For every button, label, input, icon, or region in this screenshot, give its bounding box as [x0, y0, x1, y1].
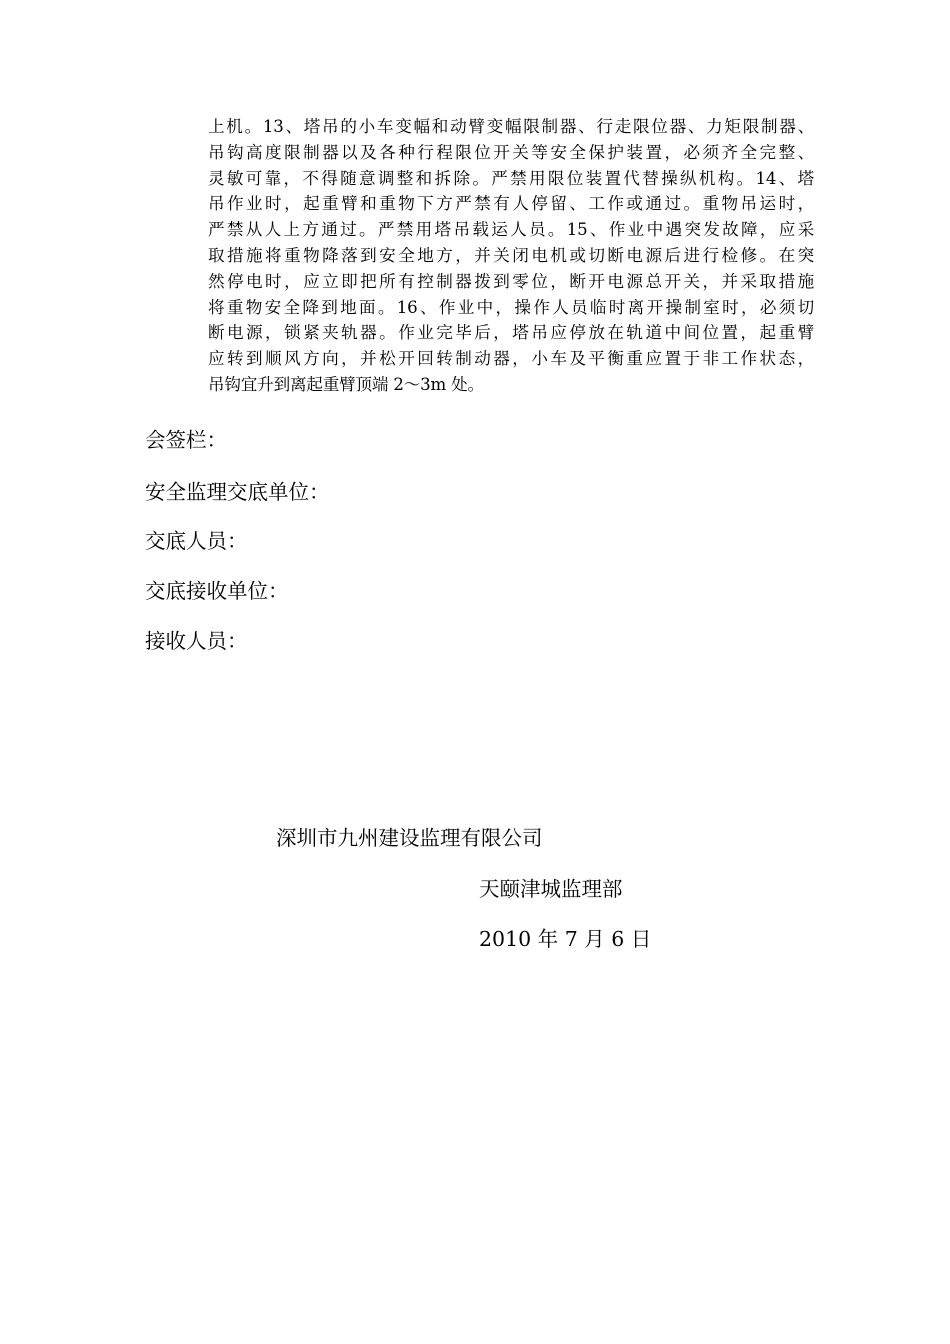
receiver-label: 接收人员： [145, 629, 248, 653]
paragraph-line: 断电源，锁紧夹轨器。作业完毕后，塔吊应停放在轨道中间位置，起重臂 [208, 323, 814, 343]
paragraph-line: 将重物安全降到地面。16、作业中，操作人员临时离开操制室时，必须切 [208, 297, 814, 317]
countersign-label: 会签栏： [145, 428, 227, 452]
paragraph-line: 然停电时，应立即把所有控制器拨到零位，断开电源总开关，并采取措施 [208, 271, 814, 291]
document-date: 2010 年 7 月 6 日 [479, 927, 652, 951]
paragraph-line: 灵敏可靠，不得随意调整和拆除。严禁用限位装置代替操纵机构。14、塔 [208, 168, 814, 188]
safety-supervision-unit-label: 安全监理交底单位： [145, 480, 330, 504]
paragraph-line: 上机。13、塔吊的小车变幅和动臂变幅限制器、行走限位器、力矩限制器、 [208, 117, 814, 136]
paragraph-line: 吊钩宜升到离起重臂顶端 2～3m 处。 [208, 374, 484, 394]
paragraph-line: 取措施将重物降落到安全地方，并关闭电机或切断电源后进行检修。在突 [208, 245, 814, 265]
paragraph-line: 严禁从人上方通过。严禁用塔吊载运人员。15、作业中遇突发故障，应采 [208, 220, 814, 240]
paragraph-line: 应转到顺风方向，并松开回转制动器，小车及平衡重应置于非工作状态， [208, 349, 814, 369]
paragraph-line: 吊作业时，起重臂和重物下方严禁有人停留、工作或通过。重物吊运时， [208, 194, 814, 214]
company-name: 深圳市九州建设监理有限公司 [276, 826, 543, 850]
department-name: 天颐津城监理部 [479, 877, 623, 901]
briefing-person-label: 交底人员： [145, 529, 248, 553]
paragraph-line: 吊钩高度限制器以及各种行程限位开关等安全保护装置，必须齐全完整、 [208, 142, 814, 162]
safety-rules-paragraph [208, 114, 814, 398]
receiving-unit-label: 交底接收单位： [145, 579, 289, 603]
